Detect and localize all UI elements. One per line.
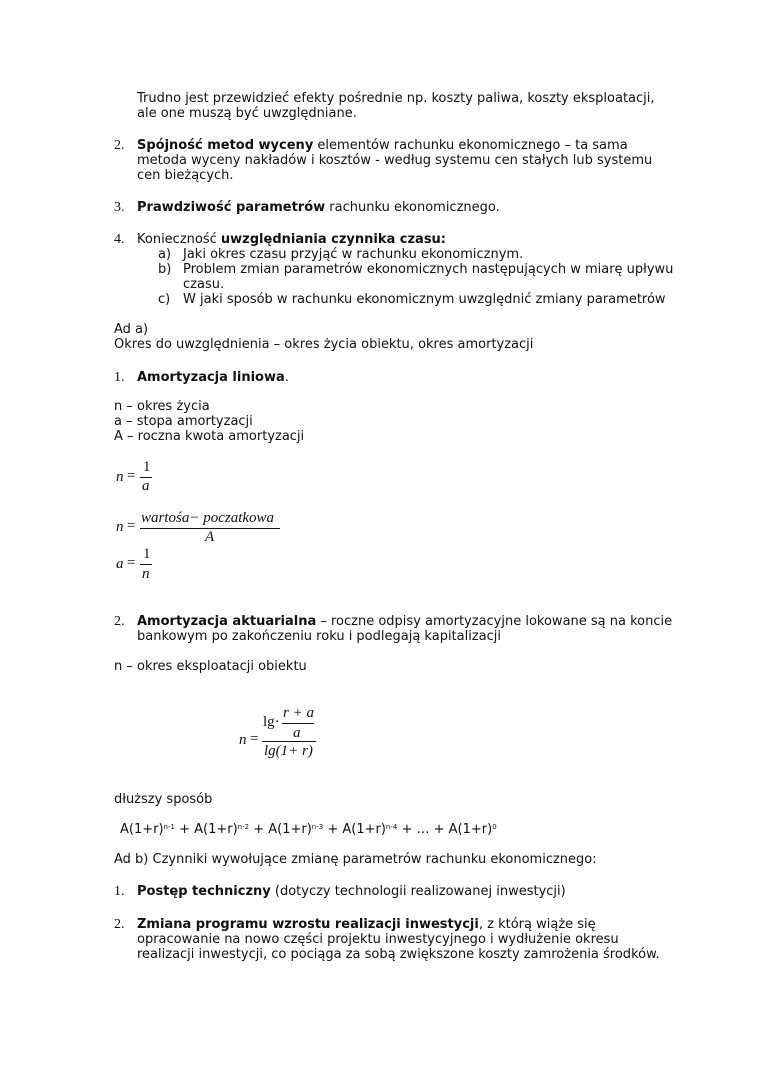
sub-text: Jaki okres czasu przyjąć w rachunku ekonomicznym. — [183, 247, 524, 262]
actuarial-line-1 — [137, 614, 672, 629]
formula-lhs: n — [116, 519, 124, 535]
def-line: a – stopa amortyzacji — [114, 414, 253, 429]
item2-bold: Spójność metod wyceny — [137, 138, 314, 153]
linear-bold: Amortyzacja liniowa — [137, 370, 285, 385]
sub-letter: b) — [158, 262, 172, 277]
item-number: 2. — [114, 138, 125, 153]
program-rest: , z którą wiąże się — [478, 917, 596, 932]
item3-bold: Prawdziwość parametrów — [137, 200, 326, 215]
program-line-2: opracowanie na nowo części projektu inwestycyjnego i wydłużenie okresu — [137, 932, 619, 947]
formula-eq: = — [127, 555, 136, 571]
def-line: A – roczna kwota amortyzacji — [114, 429, 305, 444]
formula-lhs: n — [239, 732, 247, 748]
def-line: n – okres życia — [114, 399, 210, 414]
item2-rest: elementów rachunku ekonomicznego – ta sama — [313, 138, 628, 153]
formula-denominator: n — [142, 566, 150, 582]
tech-rest: (dotyczy technologii realizowanej inwestycji) — [270, 884, 566, 899]
series-exp: n-3 — [311, 823, 324, 831]
intro-line-1: Trudno jest przewidzieć efekty pośrednie np. koszty paliwa, koszty eksploatacji, — [137, 91, 655, 106]
intro-line-2: ale one muszą być uwzględniane. — [137, 106, 357, 121]
sub-letter: a) — [158, 247, 172, 262]
formula-lg: lg· — [263, 714, 280, 730]
formula-denominator: A — [205, 529, 215, 545]
item-number: 1. — [114, 370, 125, 385]
fraction-bar — [140, 564, 152, 565]
ad-a-label: Ad a) — [114, 322, 149, 337]
series-term: + A(1+r) — [323, 822, 386, 837]
program-bold: Zmiana programu wzrostu realizacji inwestycji — [137, 917, 479, 932]
formula-lhs: n — [116, 469, 124, 485]
item4-line — [137, 232, 446, 247]
program-line-3: realizacji inwestycji, co pociąga za sobą zwiększone koszty zamrożenia środków. — [137, 947, 660, 962]
def-line: n – okres eksploatacji obiektu — [114, 659, 307, 674]
formula-inner-numerator: r + a — [283, 705, 314, 721]
item2-line-2: metoda wyceny nakładów i kosztów - według systemu cen stałych lub systemu — [137, 153, 653, 168]
formula-numerator: wartośa− poczatkowa — [141, 510, 275, 526]
item-number: 2. — [114, 614, 125, 629]
actuarial-bold: Amortyzacja aktuarialna — [137, 614, 317, 629]
item-number: 4. — [114, 232, 125, 247]
series-term: + … + A(1+r) — [397, 822, 493, 837]
linear-heading — [137, 370, 289, 385]
annuity-series — [120, 822, 497, 837]
sub-text: czasu. — [183, 277, 225, 292]
item-number: 1. — [114, 884, 125, 899]
formula-denominator: lg(1+ r) — [264, 743, 313, 759]
fraction-bar — [262, 741, 316, 742]
item4-bold: uwzględniania czynnika czasu: — [220, 232, 447, 247]
item2-line-1 — [137, 138, 628, 153]
tech-line — [137, 884, 566, 899]
item3-line — [137, 200, 500, 215]
formula-numerator: 1 — [143, 459, 151, 475]
series-exp: n-2 — [237, 823, 250, 831]
formula-inner-denominator: a — [293, 725, 301, 741]
item3-rest: rachunku ekonomicznego. — [325, 200, 500, 215]
sub-text: W jaki sposób w rachunku ekonomicznym uwzględnić zmiany parametrów — [183, 292, 666, 307]
series-exp: n-1 — [163, 823, 175, 831]
ad-a-text: Okres do uwzględnienia – okres życia obiektu, okres amortyzacji — [114, 337, 534, 352]
sub-letter: c) — [158, 292, 171, 307]
series-exp: 0 — [492, 823, 497, 831]
linear-dot: . — [284, 370, 289, 385]
item-number: 3. — [114, 200, 125, 215]
tech-bold: Postęp techniczny — [137, 884, 271, 899]
formula-lhs: a — [116, 556, 124, 572]
item-number: 2. — [114, 917, 125, 932]
series-term: A(1+r) — [120, 822, 164, 837]
inner-fraction-bar — [282, 723, 314, 724]
formula-numerator: 1 — [143, 546, 151, 562]
actuarial-rest: – roczne odpisy amortyzacyjne lokowane są na koncie — [316, 614, 673, 629]
formula-denominator: a — [142, 478, 150, 494]
item2-line-3: cen bieżących. — [137, 168, 234, 183]
longer-way-label: dłuższy sposób — [114, 792, 213, 807]
series-term: + A(1+r) — [174, 822, 238, 837]
actuarial-line-2: bankowym po zakończeniu roku i podlegają kapitalizacji — [137, 629, 502, 644]
formula-eq: = — [127, 518, 136, 534]
formula-eq: = — [127, 468, 136, 484]
sub-text: Problem zmian parametrów ekonomicznych następujących w miarę upływu — [183, 262, 674, 277]
program-line-1 — [137, 917, 596, 932]
series-exp: n-4 — [385, 823, 398, 831]
ad-b-text: Ad b) Czynniki wywołujące zmianę parametrów rachunku ekonomicznego: — [114, 852, 597, 867]
formula-eq: = — [250, 731, 259, 747]
item4-lead: Konieczność — [137, 232, 221, 247]
series-term: + A(1+r) — [249, 822, 312, 837]
